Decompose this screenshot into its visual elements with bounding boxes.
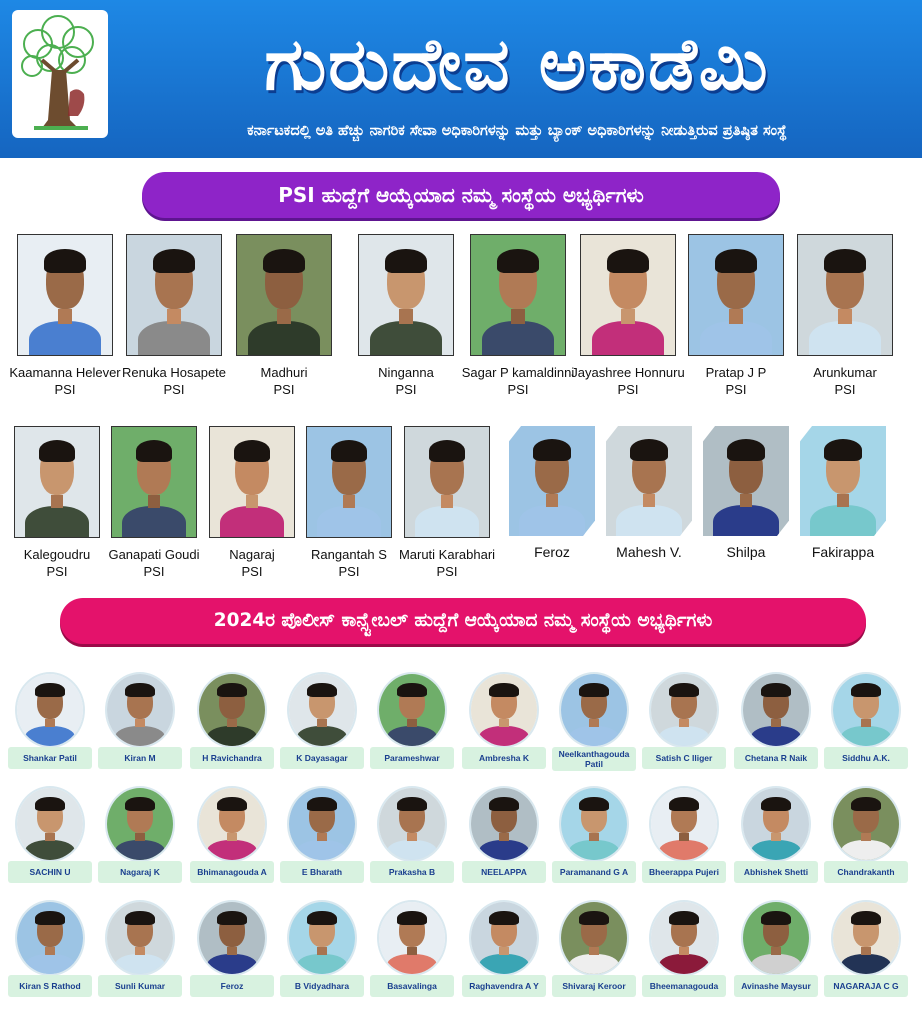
candidate-rank: PSI	[507, 382, 529, 397]
candidate-photo	[111, 426, 197, 538]
candidate-rank: PSI	[834, 382, 856, 397]
candidate-name-label: Kiran S Rathod	[8, 975, 92, 997]
candidate-rank: PSI	[436, 564, 458, 579]
psi-candidate-card	[688, 234, 784, 398]
candidate-photo	[126, 234, 222, 356]
candidate-name-label: Kiran M	[98, 747, 182, 769]
candidate-name-label: Sunli Kumar	[98, 975, 182, 997]
candidate-name-label: Bheemanagouda	[642, 975, 726, 997]
candidate-photo	[469, 786, 539, 862]
candidate-photo	[469, 900, 539, 976]
candidate-photo	[831, 672, 901, 748]
candidate-photo	[15, 672, 85, 748]
candidate-photo	[377, 900, 447, 976]
candidate-name-label: Parameshwar	[370, 747, 454, 769]
candidate-name-label: Neelkanthagouda Patil	[552, 747, 636, 771]
constable-candidate-card	[190, 900, 274, 1002]
candidate-name: Fakirappa	[811, 544, 875, 560]
candidate-rank: PSI	[46, 564, 68, 579]
candidate-rank: PSI	[143, 564, 165, 579]
constable-candidate-card	[8, 786, 92, 888]
candidate-name-label: Bheerappa Pujeri	[642, 861, 726, 883]
candidate-name-label: Siddhu A.K.	[824, 747, 908, 769]
constable-candidate-card	[462, 900, 546, 1002]
constable-section-heading: 2024ರ ಪೊಲೀಸ್ ಕಾನ್ಸ್ಟೇಬಲ್ ಹುದ್ದೆಗೆ ಆಯ್ಕೆಯಾದ ನಮ್ಮ ಸಂಸ್ಥೆಯ ಅಭ್ಯರ್ಥಿಗಳು	[60, 598, 866, 644]
psi-candidate-card	[209, 426, 295, 580]
candidate-photo	[17, 234, 113, 356]
candidate-name-label: Shivaraj Keroor	[552, 975, 636, 997]
candidate-photo	[703, 426, 789, 536]
constable-candidate-card	[642, 786, 726, 888]
candidate-name-label: Raghavendra A Y	[462, 975, 546, 997]
psi-candidate-card	[797, 234, 893, 398]
constable-candidate-card	[98, 900, 182, 1002]
candidate-photo	[741, 786, 811, 862]
header-banner	[0, 0, 922, 158]
candidate-photo	[404, 426, 490, 538]
candidate-photo	[741, 900, 811, 976]
candidate-photo	[509, 426, 595, 536]
candidate-name: Arunkumar	[813, 365, 877, 380]
candidate-name: Renuka Hosapete	[121, 365, 227, 380]
psi-candidate-card	[800, 426, 886, 560]
candidate-photo	[469, 672, 539, 748]
candidate-photo	[797, 234, 893, 356]
candidate-photo	[377, 672, 447, 748]
psi-candidate-card	[509, 426, 595, 560]
psi-candidate-card	[358, 234, 454, 398]
constable-candidate-card	[280, 900, 364, 1002]
candidate-photo	[559, 672, 629, 748]
candidate-photo	[197, 900, 267, 976]
tree-logo-icon	[12, 10, 108, 138]
candidate-photo	[287, 672, 357, 748]
candidate-name-label: H Ravichandra	[190, 747, 274, 769]
psi-candidate-card	[121, 234, 227, 398]
psi-candidate-card	[461, 234, 575, 398]
candidate-photo	[358, 234, 454, 356]
candidate-rank: PSI	[725, 382, 747, 397]
candidate-rank: PSI	[617, 382, 639, 397]
candidate-photo	[287, 786, 357, 862]
candidate-rank: PSI	[163, 382, 185, 397]
candidate-rank: PSI	[273, 382, 295, 397]
candidate-name-label: Chandrakanth	[824, 861, 908, 883]
candidate-name-label: K Dayasagar	[280, 747, 364, 769]
constable-candidate-card	[642, 900, 726, 1002]
academy-title: ಗುರುದೇವ ಅಕಾಡೆಮಿ	[264, 22, 770, 106]
candidate-name-label: NEELAPPA	[462, 861, 546, 883]
candidate-name-label: Ambresha K	[462, 747, 546, 769]
candidate-name: Rangantah S	[311, 547, 387, 562]
candidate-photo	[236, 234, 332, 356]
constable-candidate-card	[280, 672, 364, 774]
candidate-name-label: Bhimanagouda A	[190, 861, 274, 883]
constable-candidate-card	[190, 672, 274, 774]
candidate-name: Pratap J P	[705, 365, 767, 380]
candidate-photo	[105, 900, 175, 976]
psi-candidate-card	[236, 234, 332, 398]
constable-candidate-card	[280, 786, 364, 888]
candidate-name-label: NAGARAJA C G	[824, 975, 908, 997]
constable-candidate-card	[824, 786, 908, 888]
candidate-photo	[209, 426, 295, 538]
candidate-name: Ninganna	[378, 365, 434, 380]
candidate-name: Ganapati Goudi	[108, 547, 200, 562]
candidate-name-label: Prakasha B	[370, 861, 454, 883]
candidate-name-label: Abhishek Shetti	[734, 861, 818, 883]
constable-candidate-card	[8, 900, 92, 1002]
candidate-photo	[649, 672, 719, 748]
psi-candidate-card	[703, 426, 789, 560]
psi-section-heading: PSI ಹುದ್ದೆಗೆ ಆಯ್ಕೆಯಾದ ನಮ್ಮ ಸಂಸ್ಥೆಯ ಅಭ್ಯರ್ಥಿಗಳು	[142, 172, 780, 218]
psi-candidate-card	[9, 234, 121, 398]
candidate-photo	[197, 786, 267, 862]
candidate-name: Sagar P kamaldinni	[461, 365, 575, 380]
candidate-name: Maruti Karabhari	[398, 547, 496, 562]
candidate-name: Feroz	[534, 544, 570, 560]
candidate-photo	[559, 786, 629, 862]
candidate-photo	[649, 786, 719, 862]
candidate-photo	[470, 234, 566, 356]
candidate-photo	[15, 900, 85, 976]
candidate-photo	[831, 786, 901, 862]
candidate-name-label: Satish C Iliger	[642, 747, 726, 769]
candidate-photo	[831, 900, 901, 976]
candidate-name-label: Chetana R Naik	[734, 747, 818, 769]
candidate-photo	[559, 900, 629, 976]
academy-tagline: ಕರ್ನಾಟಕದಲ್ಲಿ ಅತಿ ಹೆಚ್ಚು ನಾಗರಿಕ ಸೇವಾ ಅಧಿಕಾರಿಗಳನ್ನು ಮತ್ತು ಬ್ಯಾಂಕ್ ಅಧಿಕಾರಿಗಳನ್ನು ನೀಡುತ್ತಿರುವ ಪ್ರತಿಷ್ಠಿತ ಸಂಸ್ಥೆ	[247, 123, 787, 139]
candidate-photo	[606, 426, 692, 536]
constable-candidate-card	[370, 672, 454, 774]
candidate-photo	[105, 672, 175, 748]
constable-candidate-card	[552, 786, 636, 888]
constable-candidate-card	[462, 786, 546, 888]
constable-candidate-card	[824, 900, 908, 1002]
constable-candidate-card	[190, 786, 274, 888]
candidate-name: Kaamanna Helever	[9, 365, 121, 380]
candidate-photo	[197, 672, 267, 748]
candidate-name: Kalegoudru	[23, 547, 91, 562]
constable-candidate-card	[462, 672, 546, 774]
candidate-name-label: B Vidyadhara	[280, 975, 364, 997]
candidate-name: Madhuri	[260, 365, 308, 380]
constable-candidate-card	[734, 672, 818, 774]
constable-candidate-card	[642, 672, 726, 774]
candidate-name: Jayashree Honnuru	[571, 365, 685, 380]
constable-candidate-card	[824, 672, 908, 774]
psi-candidate-card	[606, 426, 692, 560]
candidate-photo	[15, 786, 85, 862]
candidate-rank: PSI	[395, 382, 417, 397]
candidate-rank: PSI	[54, 382, 76, 397]
candidate-rank: PSI	[241, 564, 263, 579]
candidate-name-label: E Bharath	[280, 861, 364, 883]
candidate-name-label: Feroz	[190, 975, 274, 997]
candidate-photo	[287, 900, 357, 976]
candidate-name-label: Nagaraj K	[98, 861, 182, 883]
candidate-photo	[580, 234, 676, 356]
candidate-name: Shilpa	[726, 544, 766, 560]
psi-candidate-card	[108, 426, 200, 580]
psi-candidate-card	[398, 426, 496, 580]
candidate-photo	[688, 234, 784, 356]
candidate-photo	[306, 426, 392, 538]
candidate-name-label: Avinashe Maysur	[734, 975, 818, 997]
constable-candidate-card	[370, 786, 454, 888]
constable-candidate-card	[98, 672, 182, 774]
constable-candidate-card	[552, 900, 636, 1002]
candidate-name-label: Paramanand G A	[552, 861, 636, 883]
candidate-name-label: Shankar Patil	[8, 747, 92, 769]
candidate-photo	[800, 426, 886, 536]
constable-candidate-card	[734, 900, 818, 1002]
candidate-rank: PSI	[338, 564, 360, 579]
candidate-photo	[741, 672, 811, 748]
candidate-photo	[14, 426, 100, 538]
candidate-photo	[649, 900, 719, 976]
candidate-name-label: Basavalinga	[370, 975, 454, 997]
candidate-photo	[105, 786, 175, 862]
constable-candidate-card	[370, 900, 454, 1002]
candidate-name-label: SACHIN U	[8, 861, 92, 883]
constable-candidate-card	[98, 786, 182, 888]
psi-candidate-card	[571, 234, 685, 398]
constable-candidate-card	[8, 672, 92, 774]
candidate-photo	[377, 786, 447, 862]
constable-candidate-card	[552, 672, 636, 774]
psi-candidate-card	[14, 426, 100, 580]
candidate-name: Nagaraj	[229, 547, 275, 562]
candidate-name: Mahesh V.	[616, 544, 682, 560]
constable-candidate-card	[734, 786, 818, 888]
psi-candidate-card	[306, 426, 392, 580]
